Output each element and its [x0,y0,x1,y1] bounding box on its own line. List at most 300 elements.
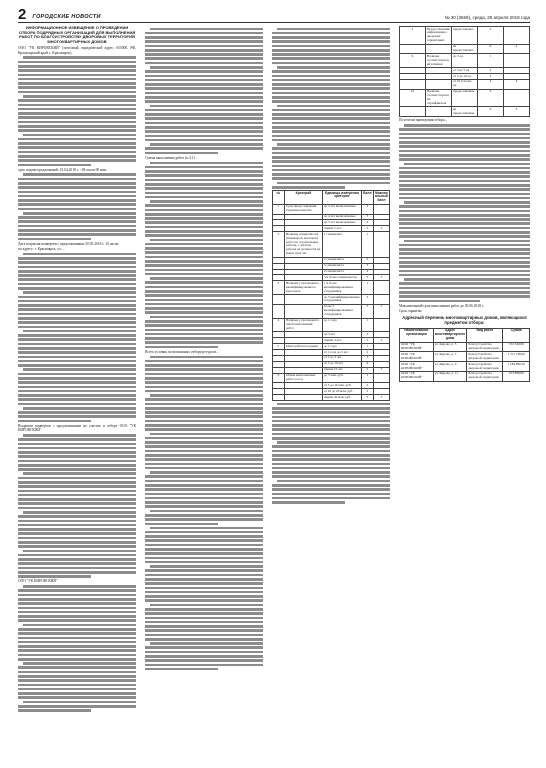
address-row-cell: ул. Кирова, д. 7 [433,352,467,362]
text-line [272,139,390,142]
criteria-continued-row-cell [504,54,530,68]
text-line [145,122,263,125]
text-line [272,454,390,457]
text-line [272,445,390,448]
criteria-row-cell: 5 [373,226,389,232]
text-line [18,498,136,501]
text-line [145,281,263,284]
criteria-row-cell: более 5 квалифицированных сотрудников [322,304,361,318]
criteria-row-cell [373,232,389,257]
text-line [18,356,136,359]
text-block [272,403,390,504]
text-line [272,87,390,90]
text-line [145,147,263,150]
text-line [18,637,136,640]
text-line [18,138,136,141]
text-line [145,591,263,594]
notice-paragraph: ООО "УК КИРОВСКИЙ" (почтовый, юридический адрес: 655000, РФ, Красноярский край, г. Красноярск), [18,46,136,55]
text-block [18,173,136,240]
text-line [18,86,136,89]
text-line [145,213,263,216]
text-line [145,179,263,182]
criteria-row-cell: до 3 лет [322,332,361,338]
text-line [145,505,263,508]
address-row-cell: ул. Кирова, д. 5 [433,342,467,352]
text-line [399,154,530,157]
text-line [145,424,263,427]
text-line [399,214,530,217]
text-line [145,548,263,551]
criteria-row-cell: свыше 3 лет [322,338,361,344]
criteria-header-unit: Единицы измерения критерия [322,191,361,205]
criteria-row-cell: до 2 лет включительно [322,204,361,214]
text-line [150,66,263,69]
text-line [145,45,263,48]
text-line [18,104,136,107]
text-line [18,490,136,493]
address-row-cell: ул. Кирова, д. 11 [433,371,467,381]
page-number: 2 [18,6,27,23]
text-line [272,126,390,129]
text-line [18,313,136,316]
text-line [18,99,136,102]
criteria-row-cell [373,373,389,383]
text-line [277,105,390,108]
text-line [18,562,136,565]
criteria-row [273,318,390,332]
criteria-row-cell: до 5 лет включительно [322,220,361,226]
text-line [145,621,263,624]
text-line [272,100,390,103]
issue-line: № 30 (3659), среда, 25 апреля 2018 года [444,15,530,20]
criteria-row-cell: 5 [361,395,373,401]
text-line [272,416,390,419]
text-line [145,341,263,344]
text-line [145,655,263,658]
text-line [399,175,530,178]
text-line [145,96,263,99]
text-line [145,544,263,547]
criteria-row-cell: 3 [361,332,373,338]
text-block [272,28,390,189]
criteria-row-cell: до 5 квалифицированных сотрудников [323,294,360,303]
text-line [399,291,530,294]
criteria-row-cell [284,304,322,318]
criteria-continued-row-cell: предоставлена [452,27,478,45]
text-line [18,195,136,198]
text-line [272,109,390,112]
criteria-continued-row-cell: 0 [478,44,504,54]
criteria-continued-row-cell: 3 [504,107,530,117]
text-line [150,143,263,146]
criteria-row-cell: 5 и более специалистов [322,275,361,281]
text-line [145,243,263,246]
text-line [145,83,263,86]
criteria-continued-row-cell: от 3 до 5 ед. [452,68,478,74]
text-line [150,277,263,280]
text-line [272,70,390,73]
text-line [145,531,263,534]
text-line [18,238,91,241]
text-line [18,159,136,162]
text-line [145,428,263,431]
text-line [272,467,390,470]
text-line [18,451,136,454]
body-paragraph: Сумма выполнения работ (п.4.1) ... [145,155,199,160]
text-line [18,645,136,648]
text-line [18,666,136,669]
criteria-row-cell: от 1 года до 3 лет [322,350,361,356]
text-line [23,368,136,371]
text-line [18,696,136,699]
text-line [277,182,390,185]
text-line [399,287,530,290]
text-line [18,679,136,682]
criteria-continued-row-cell [400,44,426,54]
text-line [145,501,263,504]
criteria-row-cell: до 5 млн. руб. [322,373,361,383]
criteria-row-cell: 1 [273,204,285,214]
text-line [272,186,345,189]
text-block [145,356,263,526]
text-line [277,66,390,69]
text-line [18,82,136,85]
text-line [145,117,263,120]
criteria-row [273,395,390,401]
text-line [272,484,390,487]
address-row [400,342,530,352]
text-line [399,270,530,273]
criteria-row-cell: 6 [273,373,285,383]
text-line [145,183,263,186]
text-line [399,150,530,153]
text-line [272,475,390,478]
text-line [145,264,263,267]
text-line [399,257,530,260]
text-line [145,437,263,440]
text-line [18,373,136,376]
criteria-continued-row-cell: 0 [478,107,504,117]
text-line [18,567,136,570]
criteria-continued-row-cell: 1 [478,54,504,68]
text-line [145,420,263,423]
criteria-row-cell: свыше 10 лет [322,367,361,373]
text-line [145,75,263,78]
text-line [18,420,91,423]
text-line [18,129,136,132]
text-line [23,173,136,176]
text-line [18,233,136,236]
text-line [145,360,263,363]
text-line [18,191,136,194]
text-line [272,160,390,163]
text-line [23,662,136,665]
text-line [399,227,530,230]
criteria-continued-row-cell: до 3 ед. [452,54,478,68]
text-line [399,128,530,131]
text-line [145,311,263,314]
text-line [145,445,263,448]
text-line [145,411,263,414]
text-line [18,182,136,185]
text-line [18,515,136,518]
text-line [272,152,390,155]
text-line [18,317,136,320]
criteria-row-cell: 4 [273,318,285,332]
text-line [399,141,530,144]
criteria-row-cell [373,318,389,332]
text-line [272,32,390,35]
text-line [145,130,263,133]
text-line [145,523,218,526]
text-line [18,598,136,601]
text-line [23,434,136,437]
text-line [145,595,263,598]
text-line [145,608,263,611]
text-line [18,545,136,548]
criteria-table-continued [399,26,530,117]
criteria-continued-row-cell: Наличие соответствующих сертификатов [426,89,452,107]
text-line [145,450,263,453]
text-line [150,200,263,203]
text-line [145,294,263,297]
text-line [18,632,136,635]
text-line [23,212,136,215]
text-line [145,192,263,195]
text-line [150,510,263,513]
text-line [277,143,390,146]
body-paragraph: Всего условия по возможных отбору/ресурсов... [145,349,219,354]
text-line [18,334,136,337]
text-line [145,514,263,517]
text-line [18,351,136,354]
text-line [399,218,530,221]
criteria-row-cell: 1 [361,281,373,295]
column-2 [145,26,263,760]
text-line [145,386,263,389]
criteria-row-cell: Объем выполненных работ за год [284,373,322,383]
criteria-continued-row-cell: 2 [400,27,426,45]
criteria-row [273,281,390,295]
body-paragraph: По итогам проведения отбора... [399,118,448,123]
text-line [18,494,136,497]
text-line [18,615,136,618]
text-line [145,582,263,585]
text-line [18,502,136,505]
column-3 [272,26,390,760]
text-line [145,668,218,671]
text-line [18,266,136,269]
text-line [18,641,136,644]
text-line [145,92,263,95]
text-line [145,286,263,289]
text-line [145,587,263,590]
criteria-row [273,232,390,257]
criteria-row-cell: Наличие у претендента квалифицированного персонала [284,281,322,295]
text-line [145,100,263,103]
masthead [18,6,530,23]
criteria-row-cell: 5 [373,275,389,281]
text-line [272,113,390,116]
addr-header-works: Вид работ [467,328,503,342]
text-line [18,541,136,544]
text-line [145,299,263,302]
criteria-continued-row-cell [504,27,530,45]
text-line [18,203,136,206]
text-line [145,390,263,393]
text-line [145,493,263,496]
text-line [18,611,136,614]
criteria-row-cell: 2 [361,204,373,214]
text-line [18,675,136,678]
text-line [145,659,263,662]
text-line [272,53,390,56]
text-line [18,571,136,574]
text-line [145,187,263,190]
text-line [145,40,263,43]
criteria-row-cell: 5 [361,338,373,344]
text-line [145,79,263,82]
text-line [18,520,136,523]
text-block [18,253,136,423]
text-line [145,221,263,224]
text-line [18,270,136,273]
text-line [145,251,263,254]
text-line [145,290,263,293]
address-row-cell: 1 511 738,00 [503,352,530,362]
text-line [272,501,345,504]
text-line [399,244,530,247]
text-line [23,134,136,137]
text-line [272,122,390,125]
text-line [272,147,390,150]
text-line [145,204,263,207]
text-line [145,109,263,112]
text-line [18,308,136,311]
text-line [399,171,530,174]
criteria-row-cell: 2 [361,350,373,356]
text-line [18,296,136,299]
criteria-row-cell: 1 [361,344,373,350]
text-line [404,163,530,166]
criteria-row-cell: от 5 до 10 млн. руб. [322,383,361,389]
text-line [18,151,136,154]
text-line [18,142,136,145]
text-line [18,684,136,687]
criteria-row-cell: 2 [361,257,373,263]
text-line [18,74,136,77]
criteria-row-cell: Наличие специалистов (инженеров, мастеров) работ на строительные работы, с опытом работы на должности не менее трех лет [284,232,322,257]
address-row-cell: Благоустройство дворовой территории [467,362,503,372]
notice-paragraph: Вскрытие конвертов с предложениями на участие в отборе ООО "УК КИРОВСКИЙ". [18,423,136,433]
text-line [18,261,136,264]
text-line [18,485,136,488]
deadline-paragraph: Максимальный срок выполнения работ до 30.06.2018 г. [399,303,484,308]
criteria-continued-row-cell: 4 [478,79,504,89]
text-line [272,458,390,461]
criteria-continued-row [400,79,530,89]
text-line [18,386,136,389]
address-row-cell: ООО "УК КИРОВСКИЙ" [400,371,434,381]
criteria-continued-row-cell: Наличие соответствующей техники [426,54,452,68]
text-line [145,62,263,65]
text-line [145,415,263,418]
text-line [145,139,263,142]
text-line [272,40,390,43]
text-line [145,170,263,173]
criteria-continued-row-cell: от 5 до 10 ед. [452,74,478,80]
text-line [145,407,263,410]
address-row-cell: ООО "УК КИРОВСКИЙ" [400,362,434,372]
text-line [18,688,136,691]
notice-paragraph: Дата вскрытия конвертов с предложениями 30.05.2018 г. 10 часов. [18,241,120,246]
criteria-row-cell: 4 [361,269,373,275]
criteria-continued-row-cell [426,44,452,54]
text-line [145,273,263,276]
text-line [272,165,390,168]
text-line [272,92,390,95]
criteria-row-cell: 5 [273,344,285,350]
notice-paragraph: по адресу: г. Красноярск, ул. ... [18,247,66,251]
text-line [272,130,390,133]
address-row [400,371,530,381]
text-line [145,454,263,457]
text-line [18,537,136,540]
address-row-cell: ООО "УК КИРОВСКИЙ" [400,342,434,352]
text-line [399,197,530,200]
text-line [145,269,263,272]
text-line [399,145,530,148]
text-line [18,524,136,527]
addresses-table [399,328,530,382]
text-line [272,424,390,427]
criteria-row-cell: 5 [361,226,373,232]
text-line [145,247,263,250]
text-line [404,240,530,243]
text-line [150,565,263,568]
text-line [399,180,530,183]
criteria-row-cell: 4 специалиста [322,269,361,275]
criteria-continued-row-cell [504,89,530,107]
text-line [18,671,136,674]
text-line [145,535,263,538]
address-row-cell: Благоустройство дворовой территории [467,352,503,362]
text-line [18,477,136,480]
text-block [399,124,530,302]
text-line [18,443,136,446]
text-block [145,28,263,155]
text-line [272,49,390,52]
criteria-row-cell: 1 [361,318,373,332]
text-line [18,602,136,605]
criteria-continued-row-cell [400,107,426,117]
text-line [18,528,136,531]
text-line [399,252,530,255]
criteria-header-score: Балл [361,191,373,205]
criteria-continued-row-cell: 2 [478,27,504,45]
text-line [145,629,263,632]
column-4 [399,26,530,760]
text-line [145,557,263,560]
text-line [145,126,263,129]
text-line [145,226,263,229]
text-line [18,347,136,350]
criteria-continued-row [400,44,530,54]
text-line [18,403,136,406]
criteria-row-cell [373,204,389,214]
text-line [145,256,263,259]
criteria-row-cell: 2 специалиста [322,257,361,263]
